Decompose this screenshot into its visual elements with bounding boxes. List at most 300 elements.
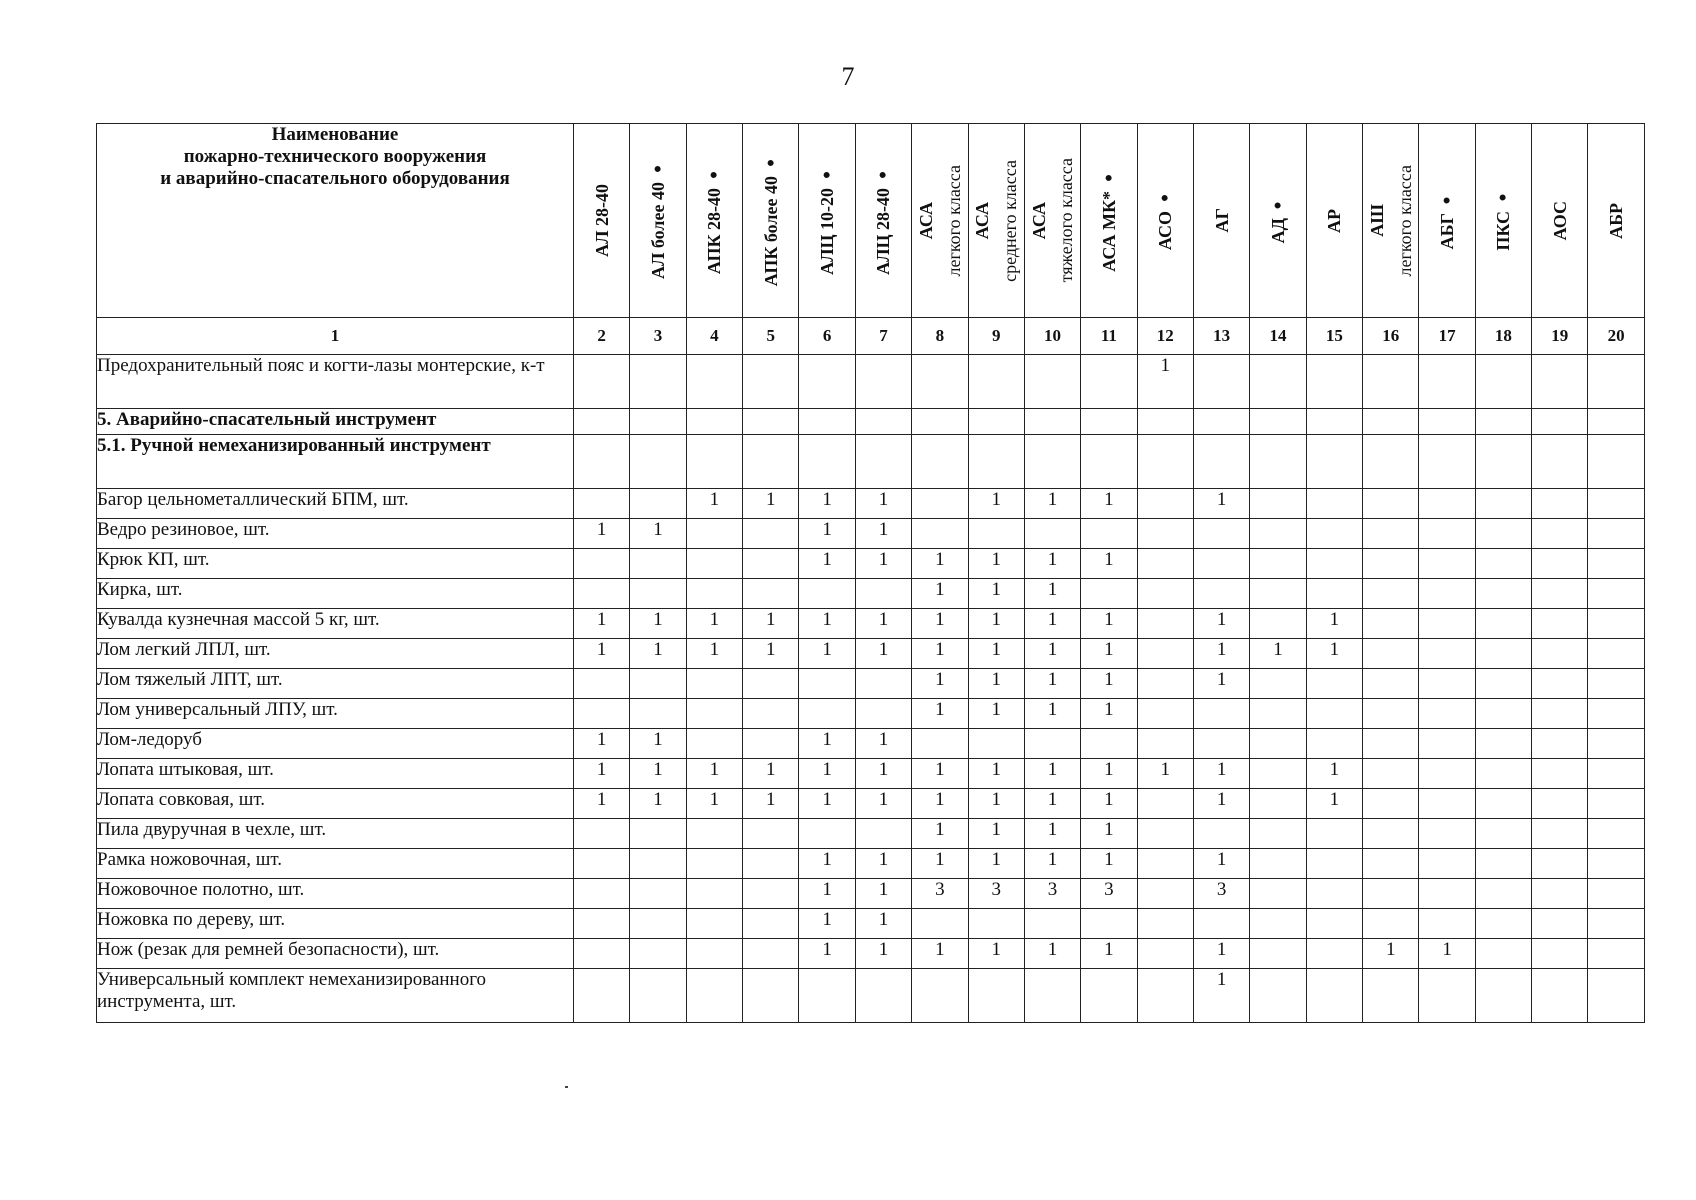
- table-cell: 1: [1024, 849, 1080, 879]
- table-cell: 1: [1081, 819, 1137, 849]
- table-cell: [1532, 639, 1588, 669]
- column-number: 11: [1081, 318, 1137, 355]
- table-cell: [1137, 819, 1193, 849]
- table-row: [97, 489, 1645, 519]
- table-cell: [1532, 759, 1588, 789]
- table-cell: [1419, 699, 1475, 729]
- table-cell: [1588, 909, 1644, 939]
- table-cell: [1588, 879, 1644, 909]
- table-cell: [1363, 609, 1419, 639]
- table-cell: [799, 435, 855, 489]
- table-cell: 1: [1306, 609, 1362, 639]
- table-cell: [1475, 639, 1531, 669]
- table-cell: 1: [968, 549, 1024, 579]
- table-cell: [855, 435, 911, 489]
- table-cell: [1306, 909, 1362, 939]
- table-cell: [968, 969, 1024, 1023]
- column-header-text: тяжелого класса: [1056, 158, 1077, 283]
- bullet-dot-icon: ●: [1157, 190, 1173, 206]
- table-cell: [630, 939, 686, 969]
- table-cell: 1: [968, 609, 1024, 639]
- table-cell: 1: [855, 909, 911, 939]
- table-cell: [1363, 879, 1419, 909]
- table-cell: 1: [855, 609, 911, 639]
- table-cell: [1137, 639, 1193, 669]
- column-number: 13: [1193, 318, 1249, 355]
- table-cell: [1419, 789, 1475, 819]
- table-cell: [1250, 669, 1306, 699]
- table-cell: 1: [574, 519, 630, 549]
- table-cell: [743, 909, 799, 939]
- column-header: [743, 124, 799, 318]
- column-header-text: АОС: [1549, 200, 1570, 241]
- table-row: [97, 849, 1645, 879]
- table-cell: 1: [686, 759, 742, 789]
- table-cell: 1: [1193, 609, 1249, 639]
- column-header: [1363, 124, 1419, 318]
- table-cell: [1532, 409, 1588, 435]
- table-cell: 1: [1250, 639, 1306, 669]
- table-cell: 1: [1024, 609, 1080, 639]
- column-number: 2: [574, 318, 630, 355]
- table-cell: 1: [799, 879, 855, 909]
- table-cell: 1: [855, 519, 911, 549]
- table-cell: 1: [968, 639, 1024, 669]
- row-label: Лопата совковая, шт.: [97, 789, 574, 819]
- table-cell: 1: [912, 849, 968, 879]
- table-cell: [1137, 729, 1193, 759]
- table-cell: [630, 879, 686, 909]
- bullet-dot-icon: ●: [875, 166, 891, 182]
- table-cell: [1532, 789, 1588, 819]
- table-cell: [1250, 699, 1306, 729]
- column-number: 8: [912, 318, 968, 355]
- table-cell: 1: [799, 939, 855, 969]
- table-cell: [799, 699, 855, 729]
- table-cell: [743, 819, 799, 849]
- table-cell: 1: [799, 759, 855, 789]
- column-number: 10: [1024, 318, 1080, 355]
- table-cell: [1475, 549, 1531, 579]
- row-label: Лом-ледоруб: [97, 729, 574, 759]
- table-cell: [1306, 849, 1362, 879]
- table-cell: [686, 729, 742, 759]
- table-cell: 1: [686, 789, 742, 819]
- column-header-text: АСА: [972, 201, 993, 240]
- table-cell: [1306, 355, 1362, 409]
- table-cell: [574, 669, 630, 699]
- table-cell: 3: [1024, 879, 1080, 909]
- table-cell: [1306, 519, 1362, 549]
- table-cell: [686, 435, 742, 489]
- table-cell: [1250, 819, 1306, 849]
- column-number-row: [97, 318, 1645, 355]
- table-cell: [1363, 669, 1419, 699]
- table-cell: 1: [574, 759, 630, 789]
- table-cell: [1419, 549, 1475, 579]
- row-label: Предохранительный пояс и когти-лазы монтерские, к-т: [97, 355, 574, 409]
- table-cell: [1306, 489, 1362, 519]
- column-header: [1532, 124, 1588, 318]
- table-cell: [1419, 355, 1475, 409]
- table-cell: 1: [968, 579, 1024, 609]
- table-cell: [1363, 969, 1419, 1023]
- table-cell: 1: [1193, 939, 1249, 969]
- row-label: Пила двуручная в чехле, шт.: [97, 819, 574, 849]
- table-cell: 1: [574, 789, 630, 819]
- table-cell: 1: [855, 549, 911, 579]
- table-cell: [1193, 409, 1249, 435]
- row-label: Багор цельнометаллический БПМ, шт.: [97, 489, 574, 519]
- column-header-text: АСА: [915, 201, 936, 240]
- table-cell: 1: [1024, 819, 1080, 849]
- table-cell: [1024, 969, 1080, 1023]
- table-cell: [912, 969, 968, 1023]
- table-row: [97, 409, 1645, 435]
- table-cell: 1: [574, 609, 630, 639]
- table-cell: [1250, 939, 1306, 969]
- table-cell: [574, 549, 630, 579]
- table-cell: [630, 909, 686, 939]
- column-header-label: АД: [1267, 218, 1288, 244]
- table-cell: [912, 519, 968, 549]
- table-cell: [574, 939, 630, 969]
- table-cell: [1250, 435, 1306, 489]
- name-header-line: и аварийно-спасательного оборудования: [160, 168, 510, 189]
- column-header-text: [704, 167, 724, 274]
- table-cell: [1475, 409, 1531, 435]
- table-row: [97, 879, 1645, 909]
- column-number: 16: [1363, 318, 1419, 355]
- table-cell: 1: [630, 789, 686, 819]
- table-cell: [968, 409, 1024, 435]
- table-cell: [743, 849, 799, 879]
- table-cell: 1: [968, 849, 1024, 879]
- table-cell: [1081, 355, 1137, 409]
- table-cell: [743, 435, 799, 489]
- table-cell: [1363, 519, 1419, 549]
- table-cell: [1419, 729, 1475, 759]
- table-cell: [1532, 909, 1588, 939]
- row-label: Крюк КП, шт.: [97, 549, 574, 579]
- column-header-label: АЛЦ 10-20: [817, 187, 838, 275]
- table-cell: [1137, 609, 1193, 639]
- row-label: Универсальный комплект немеханизированного инструмента, шт.: [97, 969, 574, 1023]
- table-cell: [1363, 699, 1419, 729]
- table-cell: [1137, 489, 1193, 519]
- table-cell: [1081, 729, 1137, 759]
- table-cell: 1: [1193, 789, 1249, 819]
- table-cell: 1: [630, 729, 686, 759]
- column-header: [1024, 124, 1080, 318]
- column-header-label: АПК более 40: [760, 175, 781, 287]
- table-cell: 1: [799, 729, 855, 759]
- table-cell: [743, 939, 799, 969]
- table-cell: 1: [1024, 939, 1080, 969]
- table-cell: [686, 519, 742, 549]
- column-number: 6: [799, 318, 855, 355]
- column-number: 1: [97, 318, 574, 355]
- table-cell: 1: [1081, 759, 1137, 789]
- table-row: [97, 519, 1645, 549]
- table-cell: 1: [968, 489, 1024, 519]
- column-header-label: АПК 28-40: [704, 187, 725, 275]
- table-cell: [686, 969, 742, 1023]
- table-cell: 1: [1081, 639, 1137, 669]
- column-header: [968, 124, 1024, 318]
- table-cell: [1250, 579, 1306, 609]
- table-cell: [1081, 435, 1137, 489]
- row-label: 5. Аварийно-спасательный инструмент: [97, 409, 574, 435]
- column-header-label: АЛЦ 28-40: [873, 187, 894, 275]
- table-cell: [855, 699, 911, 729]
- table-cell: [630, 969, 686, 1023]
- table-cell: [1363, 849, 1419, 879]
- table-cell: [1532, 969, 1588, 1023]
- column-header-text: [873, 167, 893, 275]
- table-cell: [1475, 489, 1531, 519]
- table-cell: 1: [1081, 549, 1137, 579]
- bullet-dot-icon: ●: [762, 154, 778, 170]
- table-cell: [1588, 729, 1644, 759]
- row-label: Лом тяжелый ЛПТ, шт.: [97, 669, 574, 699]
- table-cell: [1532, 519, 1588, 549]
- column-number: 12: [1137, 318, 1193, 355]
- table-cell: [630, 549, 686, 579]
- table-cell: [1419, 759, 1475, 789]
- table-cell: [1588, 849, 1644, 879]
- table-cell: [1588, 489, 1644, 519]
- table-cell: [630, 669, 686, 699]
- column-header-text: [1268, 197, 1288, 243]
- table-cell: 1: [574, 639, 630, 669]
- table-cell: [1588, 759, 1644, 789]
- table-cell: [968, 729, 1024, 759]
- table-cell: [630, 579, 686, 609]
- table-cell: [686, 849, 742, 879]
- table-cell: 1: [855, 879, 911, 909]
- table-cell: [1363, 579, 1419, 609]
- name-column-header: [97, 124, 574, 318]
- table-cell: [1137, 435, 1193, 489]
- table-cell: 1: [799, 549, 855, 579]
- table-cell: [1250, 759, 1306, 789]
- column-header: [630, 124, 686, 318]
- table-cell: [1306, 409, 1362, 435]
- table-cell: 1: [686, 609, 742, 639]
- table-cell: [1363, 759, 1419, 789]
- table-cell: [1588, 639, 1644, 669]
- table-cell: [1419, 819, 1475, 849]
- table-cell: [574, 909, 630, 939]
- table-cell: [1137, 879, 1193, 909]
- table-cell: [1475, 355, 1531, 409]
- table-cell: [1137, 909, 1193, 939]
- table-cell: [1475, 819, 1531, 849]
- bullet-dot-icon: ●: [1269, 197, 1285, 213]
- scan-speck: [565, 1086, 568, 1088]
- column-number: 19: [1532, 318, 1588, 355]
- table-cell: [1024, 519, 1080, 549]
- table-cell: [1306, 939, 1362, 969]
- table-cell: 1: [1024, 489, 1080, 519]
- table-cell: [1532, 849, 1588, 879]
- table-cell: [1532, 819, 1588, 849]
- table-cell: 1: [743, 789, 799, 819]
- table-cell: 1: [968, 789, 1024, 819]
- table-cell: [686, 909, 742, 939]
- table-row: [97, 669, 1645, 699]
- table-cell: 1: [912, 819, 968, 849]
- column-number: 20: [1588, 318, 1644, 355]
- table-cell: 1: [1363, 939, 1419, 969]
- table-cell: 1: [799, 489, 855, 519]
- table-cell: [1419, 879, 1475, 909]
- column-header-text: АГ: [1211, 208, 1232, 233]
- column-number: 14: [1250, 318, 1306, 355]
- table-cell: 1: [912, 639, 968, 669]
- table-cell: [855, 969, 911, 1023]
- table-cell: [1588, 409, 1644, 435]
- table-cell: [686, 879, 742, 909]
- table-cell: 1: [1193, 639, 1249, 669]
- table-cell: [574, 409, 630, 435]
- table-cell: 1: [912, 579, 968, 609]
- table-cell: [686, 699, 742, 729]
- row-label: Ножовочное полотно, шт.: [97, 879, 574, 909]
- table-cell: 1: [1193, 489, 1249, 519]
- table-cell: 1: [1306, 789, 1362, 819]
- table-cell: 3: [912, 879, 968, 909]
- table-cell: [1363, 729, 1419, 759]
- table-cell: [1306, 669, 1362, 699]
- table-cell: [1137, 669, 1193, 699]
- table-cell: [686, 355, 742, 409]
- table-cell: [1250, 729, 1306, 759]
- table-cell: [574, 435, 630, 489]
- table-cell: [1193, 729, 1249, 759]
- column-header-label: АСО: [1155, 211, 1176, 251]
- table-cell: [630, 819, 686, 849]
- table-cell: [743, 879, 799, 909]
- table-cell: [1250, 549, 1306, 579]
- table-cell: 1: [1137, 355, 1193, 409]
- table-cell: [1250, 969, 1306, 1023]
- table-cell: 3: [1193, 879, 1249, 909]
- table-cell: [1588, 609, 1644, 639]
- table-cell: [574, 355, 630, 409]
- column-number: 18: [1475, 318, 1531, 355]
- table-cell: [630, 699, 686, 729]
- column-header-label: АБГ: [1437, 212, 1458, 250]
- column-number: 17: [1419, 318, 1475, 355]
- table-row: [97, 819, 1645, 849]
- table-cell: [1193, 355, 1249, 409]
- table-row: [97, 729, 1645, 759]
- table-cell: [630, 435, 686, 489]
- table-cell: [1363, 435, 1419, 489]
- table-cell: 1: [1024, 639, 1080, 669]
- table-cell: 1: [1024, 789, 1080, 819]
- table-cell: [1250, 355, 1306, 409]
- table-cell: [1419, 849, 1475, 879]
- column-header-text: АЛ 28-40: [591, 184, 612, 257]
- table-cell: [799, 579, 855, 609]
- row-label: Лопата штыковая, шт.: [97, 759, 574, 789]
- row-label: Ножовка по дереву, шт.: [97, 909, 574, 939]
- table-cell: [1306, 579, 1362, 609]
- table-cell: 1: [799, 909, 855, 939]
- column-header-text: АБР: [1606, 202, 1627, 239]
- table-cell: [1475, 669, 1531, 699]
- table-cell: [1588, 819, 1644, 849]
- bullet-dot-icon: ●: [706, 166, 722, 182]
- column-header-text: легкого класса: [943, 164, 964, 277]
- table-cell: 1: [1081, 669, 1137, 699]
- table-cell: [743, 729, 799, 759]
- table-cell: [855, 669, 911, 699]
- table-cell: [574, 699, 630, 729]
- table-cell: [1250, 879, 1306, 909]
- table-cell: 1: [799, 609, 855, 639]
- table-cell: [1419, 609, 1475, 639]
- table-cell: [1532, 939, 1588, 969]
- column-header-text: [817, 167, 837, 275]
- table-cell: 1: [855, 729, 911, 759]
- table-cell: [1193, 549, 1249, 579]
- column-header-text: легкого класса: [1394, 164, 1415, 277]
- column-header-text: АСА: [1028, 201, 1049, 240]
- table-cell: [1193, 909, 1249, 939]
- column-header: [1193, 124, 1249, 318]
- table-cell: [1081, 519, 1137, 549]
- bullet-dot-icon: ●: [1439, 191, 1455, 207]
- table-cell: [799, 409, 855, 435]
- table-cell: [1024, 435, 1080, 489]
- row-label: Кувалда кузнечная массой 5 кг, шт.: [97, 609, 574, 639]
- column-header-text: среднего класса: [1000, 159, 1020, 282]
- table-cell: [1363, 409, 1419, 435]
- bullet-dot-icon: ●: [1100, 169, 1116, 185]
- column-number: 5: [743, 318, 799, 355]
- table-cell: [1081, 969, 1137, 1023]
- table-cell: 1: [1024, 579, 1080, 609]
- table-cell: 1: [799, 789, 855, 819]
- row-label: Лом легкий ЛПЛ, шт.: [97, 639, 574, 669]
- table-cell: [1419, 969, 1475, 1023]
- table-cell: [1081, 579, 1137, 609]
- table-cell: [1475, 909, 1531, 939]
- table-cell: [1475, 939, 1531, 969]
- table-cell: [1419, 579, 1475, 609]
- table-cell: [1363, 819, 1419, 849]
- table-cell: [1137, 409, 1193, 435]
- table-cell: [1250, 489, 1306, 519]
- table-cell: 1: [855, 849, 911, 879]
- table-cell: [743, 355, 799, 409]
- table-cell: [743, 549, 799, 579]
- table-cell: 1: [743, 609, 799, 639]
- column-header: [1081, 124, 1137, 318]
- table-cell: [1306, 435, 1362, 489]
- table-cell: 1: [968, 669, 1024, 699]
- table-cell: [1475, 969, 1531, 1023]
- table-cell: [1137, 549, 1193, 579]
- table-cell: [1024, 409, 1080, 435]
- table-cell: [1250, 409, 1306, 435]
- table-cell: 1: [912, 609, 968, 639]
- column-header: [1419, 124, 1475, 318]
